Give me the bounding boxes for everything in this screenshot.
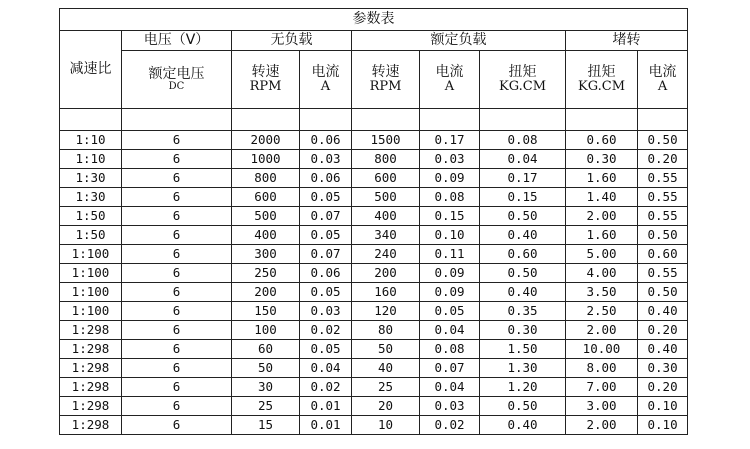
no-load-current-cell: 0.05 — [300, 188, 352, 207]
stall-current-cell: 0.55 — [638, 264, 688, 283]
no-load-current-cell: 0.02 — [300, 321, 352, 340]
rated-load-current-cell: 0.09 — [420, 264, 480, 283]
rated-load-current-cell: 0.09 — [420, 169, 480, 188]
blank-cell — [122, 109, 232, 131]
rated-load-torque-cell: 0.30 — [480, 321, 566, 340]
reduction-ratio-cell: 1:298 — [60, 397, 122, 416]
stall-torque-cell: 4.00 — [566, 264, 638, 283]
rated-voltage-header — [122, 51, 232, 109]
rated-load-current-cell: 0.17 — [420, 131, 480, 150]
blank-cell — [480, 109, 566, 131]
rated-voltage-cell: 6 — [122, 340, 232, 359]
reduction-ratio-cell: 1:100 — [60, 302, 122, 321]
reduction-ratio-cell: 1:50 — [60, 207, 122, 226]
rated-load-speed-cell: 20 — [352, 397, 420, 416]
no-load-speed-unit: RPM — [249, 79, 282, 95]
rated-load-torque-cell: 0.60 — [480, 245, 566, 264]
no-load-current-header — [300, 51, 352, 109]
rated-load-current-cell: 0.08 — [420, 188, 480, 207]
blank-cell — [232, 109, 300, 131]
rated-load-torque-cell: 1.30 — [480, 359, 566, 378]
stall-current-cell: 0.20 — [638, 150, 688, 169]
rated-voltage-cell: 6 — [122, 207, 232, 226]
rated-load-torque-cell: 0.40 — [480, 283, 566, 302]
no-load-speed-cell: 200 — [232, 283, 300, 302]
reduction-ratio-header: 减速比 — [60, 31, 122, 109]
no-load-current-cell: 0.02 — [300, 378, 352, 397]
rated-load-current-cell: 0.08 — [420, 340, 480, 359]
table-row — [60, 264, 688, 283]
reduction-ratio-cell: 1:10 — [60, 131, 122, 150]
rated-load-speed-cell: 600 — [352, 169, 420, 188]
stall-torque-cell: 1.60 — [566, 169, 638, 188]
stall-current-label: 电流 — [648, 64, 677, 81]
rated-voltage-cell: 6 — [122, 378, 232, 397]
rated-load-speed-cell: 240 — [352, 245, 420, 264]
rated-load-torque-cell: 0.08 — [480, 131, 566, 150]
rated-load-torque-cell: 0.15 — [480, 188, 566, 207]
stall-torque-cell: 3.00 — [566, 397, 638, 416]
no-load-current-unit: A — [320, 79, 331, 95]
table-row — [60, 188, 688, 207]
rated-voltage-cell: 6 — [122, 245, 232, 264]
no-load-current-cell: 0.06 — [300, 169, 352, 188]
reduction-ratio-cell: 1:298 — [60, 416, 122, 435]
rated-load-torque-unit: KG.CM — [498, 79, 547, 95]
rated-load-torque-header — [480, 51, 566, 109]
no-load-current-cell: 0.03 — [300, 302, 352, 321]
no-load-speed-cell: 100 — [232, 321, 300, 340]
no-load-current-cell: 0.05 — [300, 283, 352, 302]
blank-cell — [352, 109, 420, 131]
no-load-speed-cell: 150 — [232, 302, 300, 321]
rated-load-torque-cell: 0.50 — [480, 397, 566, 416]
stall-current-cell: 0.40 — [638, 340, 688, 359]
rated-load-speed-cell: 40 — [352, 359, 420, 378]
stall-torque-cell: 2.00 — [566, 207, 638, 226]
rated-voltage-cell: 6 — [122, 321, 232, 340]
rated-load-speed-cell: 120 — [352, 302, 420, 321]
reduction-ratio-cell: 1:298 — [60, 321, 122, 340]
no-load-current-label: 电流 — [311, 64, 340, 81]
voltage-group-header: 电压（V） — [122, 31, 232, 51]
table-row — [60, 359, 688, 378]
rated-load-speed-cell: 50 — [352, 340, 420, 359]
stall-torque-unit: KG.CM — [577, 79, 626, 95]
no-load-speed-cell: 25 — [232, 397, 300, 416]
no-load-current-cell: 0.01 — [300, 416, 352, 435]
rated-load-group-header: 额定负载 — [352, 31, 566, 51]
rated-load-torque-cell: 0.40 — [480, 416, 566, 435]
no-load-current-cell: 0.07 — [300, 245, 352, 264]
rated-voltage-label: 额定电压 — [148, 65, 205, 82]
no-load-speed-cell: 300 — [232, 245, 300, 264]
rated-load-speed-cell: 80 — [352, 321, 420, 340]
rated-load-current-cell: 0.10 — [420, 226, 480, 245]
rated-load-torque-label: 扭矩 — [508, 64, 537, 81]
table-row — [60, 302, 688, 321]
reduction-ratio-cell: 1:100 — [60, 264, 122, 283]
rated-load-speed-cell: 25 — [352, 378, 420, 397]
stall-current-cell: 0.20 — [638, 378, 688, 397]
rated-load-speed-unit: RPM — [369, 79, 402, 95]
rated-voltage-cell: 6 — [122, 283, 232, 302]
stall-current-unit: A — [657, 79, 668, 95]
table-row — [60, 245, 688, 264]
reduction-ratio-cell: 1:30 — [60, 169, 122, 188]
rated-load-speed-cell: 10 — [352, 416, 420, 435]
rated-load-torque-cell: 1.50 — [480, 340, 566, 359]
blank-cell — [300, 109, 352, 131]
stall-torque-cell: 1.40 — [566, 188, 638, 207]
rated-voltage-cell: 6 — [122, 150, 232, 169]
rated-load-torque-cell: 0.40 — [480, 226, 566, 245]
stall-current-cell: 0.10 — [638, 416, 688, 435]
stall-current-cell: 0.55 — [638, 169, 688, 188]
group-header-row — [60, 31, 688, 51]
no-load-speed-cell: 2000 — [232, 131, 300, 150]
no-load-speed-cell: 50 — [232, 359, 300, 378]
rated-load-current-cell: 0.09 — [420, 283, 480, 302]
rated-load-speed-cell: 340 — [352, 226, 420, 245]
stall-torque-cell: 0.60 — [566, 131, 638, 150]
stall-current-cell: 0.30 — [638, 359, 688, 378]
table-row — [60, 397, 688, 416]
table-row — [60, 226, 688, 245]
rated-voltage-cell: 6 — [122, 226, 232, 245]
no-load-speed-cell: 60 — [232, 340, 300, 359]
rated-voltage-unit: DC — [168, 80, 185, 92]
rated-load-speed-cell: 800 — [352, 150, 420, 169]
rated-load-torque-cell: 0.35 — [480, 302, 566, 321]
sub-header-row — [60, 51, 688, 109]
rated-load-speed-label: 转速 — [371, 64, 400, 81]
rated-load-speed-header — [352, 51, 420, 109]
rated-load-current-cell: 0.02 — [420, 416, 480, 435]
no-load-current-cell: 0.03 — [300, 150, 352, 169]
rated-load-current-cell: 0.11 — [420, 245, 480, 264]
no-load-speed-cell: 600 — [232, 188, 300, 207]
reduction-ratio-cell: 1:10 — [60, 150, 122, 169]
rated-load-speed-cell: 160 — [352, 283, 420, 302]
rated-load-torque-cell: 0.50 — [480, 264, 566, 283]
no-load-speed-cell: 800 — [232, 169, 300, 188]
stall-current-cell: 0.55 — [638, 207, 688, 226]
rated-load-speed-cell: 1500 — [352, 131, 420, 150]
rated-load-current-cell: 0.03 — [420, 150, 480, 169]
stall-torque-cell: 2.00 — [566, 321, 638, 340]
stall-torque-header — [566, 51, 638, 109]
table-row — [60, 150, 688, 169]
stall-torque-cell: 7.00 — [566, 378, 638, 397]
rated-load-current-unit: A — [444, 79, 455, 95]
reduction-ratio-cell: 1:298 — [60, 359, 122, 378]
blank-cell — [60, 109, 122, 131]
no-load-current-cell: 0.01 — [300, 397, 352, 416]
stall-torque-cell: 3.50 — [566, 283, 638, 302]
no-load-current-cell: 0.05 — [300, 340, 352, 359]
stall-current-cell: 0.40 — [638, 302, 688, 321]
stall-torque-cell: 2.50 — [566, 302, 638, 321]
rated-voltage-cell: 6 — [122, 131, 232, 150]
rated-load-speed-cell: 400 — [352, 207, 420, 226]
stall-current-cell: 0.10 — [638, 397, 688, 416]
table-row — [60, 207, 688, 226]
no-load-current-cell: 0.07 — [300, 207, 352, 226]
no-load-speed-cell: 1000 — [232, 150, 300, 169]
rated-load-current-label: 电流 — [435, 64, 464, 81]
stall-torque-cell: 2.00 — [566, 416, 638, 435]
rated-voltage-cell: 6 — [122, 359, 232, 378]
rated-load-torque-cell: 0.17 — [480, 169, 566, 188]
stall-current-header — [638, 51, 688, 109]
stall-torque-label: 扭矩 — [587, 64, 616, 81]
table-row — [60, 321, 688, 340]
table-row — [60, 169, 688, 188]
stall-current-cell: 0.60 — [638, 245, 688, 264]
rated-load-torque-cell: 0.04 — [480, 150, 566, 169]
rated-voltage-cell: 6 — [122, 416, 232, 435]
reduction-ratio-cell: 1:298 — [60, 340, 122, 359]
rated-load-current-cell: 0.15 — [420, 207, 480, 226]
reduction-ratio-cell: 1:100 — [60, 283, 122, 302]
reduction-ratio-cell: 1:298 — [60, 378, 122, 397]
rated-load-speed-cell: 500 — [352, 188, 420, 207]
reduction-ratio-cell: 1:50 — [60, 226, 122, 245]
table-row — [60, 378, 688, 397]
blank-cell — [566, 109, 638, 131]
title-row — [60, 9, 688, 31]
stall-current-cell: 0.20 — [638, 321, 688, 340]
reduction-ratio-cell: 1:100 — [60, 245, 122, 264]
stall-torque-cell: 0.30 — [566, 150, 638, 169]
stall-torque-cell: 5.00 — [566, 245, 638, 264]
table-row — [60, 416, 688, 435]
rated-load-current-cell: 0.04 — [420, 378, 480, 397]
rated-load-torque-cell: 0.50 — [480, 207, 566, 226]
blank-cell — [420, 109, 480, 131]
table-row — [60, 340, 688, 359]
stall-torque-cell: 8.00 — [566, 359, 638, 378]
no-load-group-header: 无负载 — [232, 31, 352, 51]
table-title: 参数表 — [60, 9, 688, 31]
rated-load-current-header — [420, 51, 480, 109]
no-load-current-cell: 0.06 — [300, 131, 352, 150]
rated-voltage-cell: 6 — [122, 397, 232, 416]
table-row — [60, 283, 688, 302]
reduction-ratio-cell: 1:30 — [60, 188, 122, 207]
no-load-speed-cell: 400 — [232, 226, 300, 245]
stall-torque-cell: 1.60 — [566, 226, 638, 245]
blank-row — [60, 109, 688, 131]
motor-parameter-table — [59, 8, 688, 435]
no-load-speed-cell: 500 — [232, 207, 300, 226]
rated-load-current-cell: 0.07 — [420, 359, 480, 378]
no-load-current-cell: 0.05 — [300, 226, 352, 245]
rated-voltage-cell: 6 — [122, 264, 232, 283]
rated-load-speed-cell: 200 — [352, 264, 420, 283]
rated-load-current-cell: 0.03 — [420, 397, 480, 416]
blank-cell — [638, 109, 688, 131]
rated-voltage-cell: 6 — [122, 188, 232, 207]
stall-current-cell: 0.55 — [638, 188, 688, 207]
no-load-current-cell: 0.06 — [300, 264, 352, 283]
stall-current-cell: 0.50 — [638, 226, 688, 245]
rated-load-current-cell: 0.04 — [420, 321, 480, 340]
no-load-speed-label: 转速 — [251, 64, 280, 81]
no-load-speed-cell: 30 — [232, 378, 300, 397]
stall-group-header: 堵转 — [566, 31, 688, 51]
table-row — [60, 131, 688, 150]
stall-current-cell: 0.50 — [638, 131, 688, 150]
stall-torque-cell: 10.00 — [566, 340, 638, 359]
no-load-speed-cell: 15 — [232, 416, 300, 435]
rated-load-torque-cell: 1.20 — [480, 378, 566, 397]
no-load-current-cell: 0.04 — [300, 359, 352, 378]
rated-voltage-cell: 6 — [122, 302, 232, 321]
rated-load-current-cell: 0.05 — [420, 302, 480, 321]
rated-voltage-cell: 6 — [122, 169, 232, 188]
stall-current-cell: 0.50 — [638, 283, 688, 302]
no-load-speed-header — [232, 51, 300, 109]
no-load-speed-cell: 250 — [232, 264, 300, 283]
